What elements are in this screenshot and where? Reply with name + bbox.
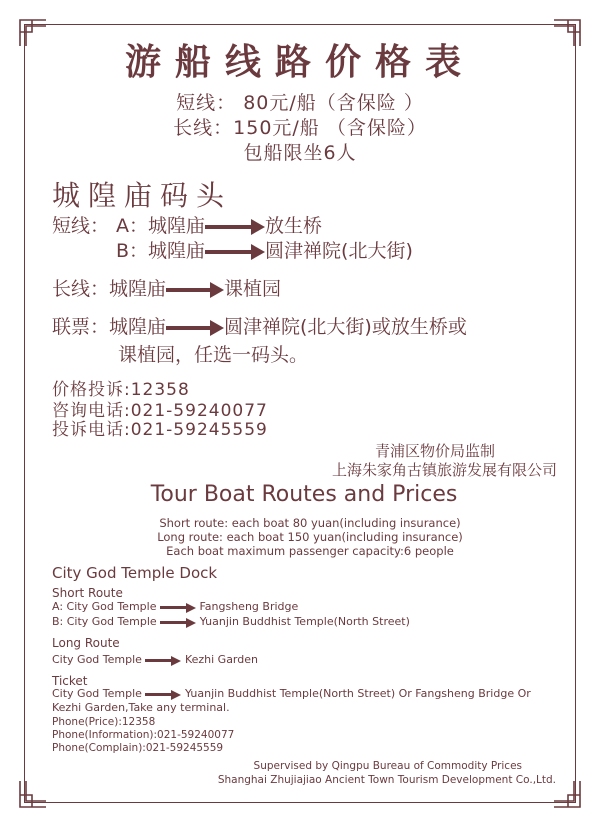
en-route-b-origin: B: City God Temple <box>52 615 157 628</box>
cn-long-price: 长线：150元/船 （含保险） <box>173 117 427 139</box>
en-long-origin: City God Temple <box>52 653 142 666</box>
cn-route-a <box>116 211 322 238</box>
corner-ornament-bottom-left <box>18 779 48 809</box>
cn-long-route <box>52 274 281 301</box>
en-short-price: Short route: each boat 80 yuan(including insurance) <box>159 516 461 530</box>
cn-route-b-origin: B：城隍庙 <box>116 240 206 262</box>
cn-supervisor: 青浦区物价局监制 <box>374 442 495 460</box>
en-long-dest: Kezhi Garden <box>184 653 258 666</box>
cn-contact-price: 价格投诉:12358 <box>52 380 190 400</box>
cn-long-dest: 课植园 <box>224 278 282 300</box>
cn-contact-complain: 投诉电话:021-59245559 <box>52 420 268 440</box>
cn-route-a-origin: A：城隍庙 <box>116 215 205 237</box>
cn-ticket-origin: 联票：城隍庙 <box>52 316 167 338</box>
cn-ticket-dest: 圆津禅院(北大街)或放生桥或 <box>224 316 467 338</box>
corner-ornament-bottom-right <box>552 779 582 809</box>
arrow-icon <box>145 688 181 701</box>
cn-route-b-dest: 圆津禅院(北大街) <box>265 240 413 262</box>
cn-title: 游船线路价格表 <box>124 42 475 83</box>
arrow-icon <box>160 601 196 614</box>
en-short-section: Short Route <box>52 586 123 600</box>
cn-route-a-dest: 放生桥 <box>265 215 323 237</box>
en-ticket-origin: City God Temple <box>52 687 142 700</box>
cn-capacity: 包船限坐6人 <box>243 142 357 164</box>
en-phone-price: Phone(Price):12358 <box>52 716 156 728</box>
cn-ticket-line2: 课植园，任选一码头。 <box>118 344 309 366</box>
en-route-a-dest: Fangsheng Bridge <box>199 600 299 613</box>
arrow-icon <box>160 616 196 629</box>
en-company: Shanghai Zhujiajiao Ancient Town Tourism Development Co.,Ltd. <box>217 774 556 786</box>
en-ticket-section: Ticket <box>52 674 88 688</box>
en-route-b-dest: Yuanjin Buddhist Temple(North Street) <box>199 615 410 628</box>
en-long-price: Long route: each boat 150 yuan(including insurance) <box>157 530 463 544</box>
cn-short-label: 短线： <box>52 215 110 237</box>
en-title: Tour Boat Routes and Prices <box>150 482 458 507</box>
cn-dock-heading: 城隍庙码头 <box>52 179 233 212</box>
cn-short-price: 短线： 80元/船（含保险 ） <box>176 92 424 114</box>
cn-ticket-route <box>52 312 467 339</box>
cn-company: 上海朱家角古镇旅游发展有限公司 <box>331 461 557 479</box>
en-ticket-route <box>52 687 531 701</box>
arrow-icon <box>166 317 224 339</box>
en-phone-complain: Phone(Complain):021-59245559 <box>52 742 224 754</box>
en-phone-info: Phone(Information):021-59240077 <box>52 729 235 741</box>
arrow-icon <box>166 279 224 301</box>
arrow-icon <box>145 654 181 667</box>
cn-route-b <box>116 236 413 263</box>
en-supervisor: Supervised by Qingpu Bureau of Commodity Prices <box>253 760 522 772</box>
en-ticket-line2: Kezhi Garden,Take any terminal. <box>52 701 230 714</box>
en-long-route <box>52 653 258 667</box>
en-route-b <box>52 615 410 629</box>
cn-long-origin: 长线：城隍庙 <box>52 278 167 300</box>
en-dock-heading: City God Temple Dock <box>52 564 218 582</box>
en-route-a <box>52 600 298 614</box>
cn-contact-info: 咨询电话:021-59240077 <box>52 401 268 421</box>
en-capacity: Each boat maximum passenger capacity:6 people <box>166 544 454 558</box>
en-ticket-dest: Yuanjin Buddhist Temple(North Street) Or Fangsheng Bridge Or <box>184 687 531 700</box>
en-long-section: Long Route <box>52 636 120 650</box>
arrow-icon <box>205 241 265 263</box>
arrow-icon <box>205 216 265 238</box>
en-route-a-origin: A: City God Temple <box>52 600 157 613</box>
